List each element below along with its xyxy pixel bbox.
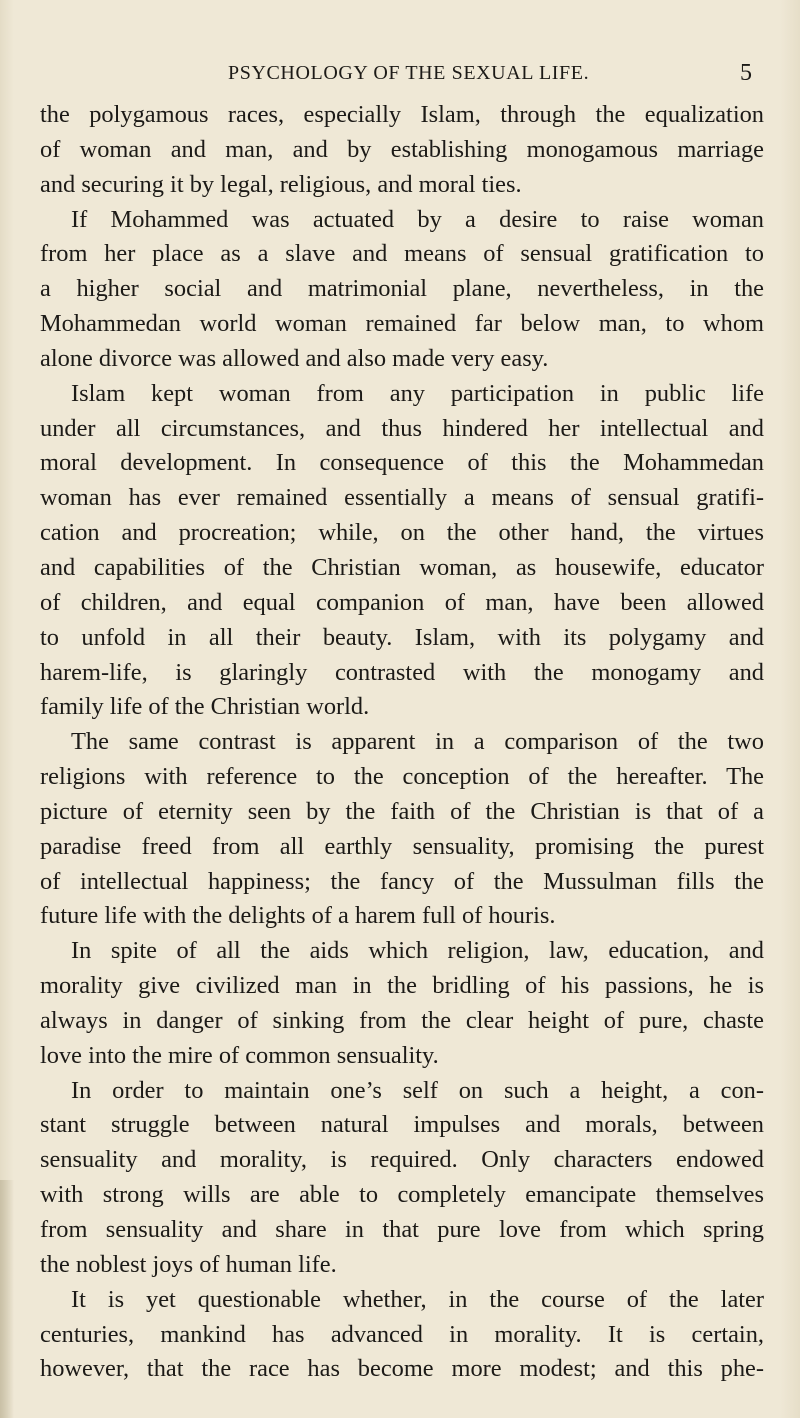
running-title: PSYCHOLOGY OF THE SEXUAL LIFE. [228,62,590,84]
text-line: from her place as a slave and means of sensual gratification to [40,240,764,268]
text-line: harem-life, is glaringly contrasted with the monogamy and [40,658,764,686]
text-line: cation and procreation; while, on the other hand, the virtues [40,519,764,547]
text-line: It is yet questionable whether, in the course of the later [71,1285,764,1313]
text-line: woman has ever remained essentially a means of sensual gratifi- [40,484,764,512]
text-line: sensuality and morality, is required. Only characters endowed [40,1146,764,1174]
text-line: a higher social and matrimonial plane, nevertheless, in the [40,275,764,303]
gutter-shadow [0,1180,14,1418]
text-line: Islam kept woman from any participation in public life [71,379,764,407]
text-line: always in danger of sinking from the clear height of pure, chaste [40,1006,764,1034]
text-line: and capabilities of the Christian woman, as housewife, educator [40,553,764,581]
text-line: religions with reference to the conception of the hereafter. The [40,763,764,791]
text-line: of woman and man, and by establishing monogamous marriage [40,135,764,163]
page-number: 5 [740,60,752,86]
text-line: If Mohammed was actuated by a desire to raise woman [71,205,764,233]
text-line: from sensuality and share in that pure love from which spring [40,1216,764,1243]
text-line: family life of the Christian world. [40,693,370,721]
text-line: however, that the race has become more modest; and this phe- [40,1355,764,1383]
text-line: the noblest joys of human life. [40,1250,337,1278]
body-text [40,98,764,1387]
text-line: The same contrast is apparent in a comparison of the two [71,728,764,756]
text-line: Mohammedan world woman remained far below man, to whom [40,310,764,338]
running-head [0,62,800,92]
text-line: alone divorce was allowed and also made very easy. [40,344,549,372]
text-line: paradise freed from all earthly sensuality, promising the purest [40,832,764,860]
text-line: In spite of all the aids which religion, law, education, and [71,937,764,965]
text-line: picture of eternity seen by the faith of the Christian is that of a [40,797,764,825]
text-line: stant struggle between natural impulses and morals, between [40,1111,764,1139]
text-line: the polygamous races, especially Islam, through the equalization [40,101,764,128]
text-line: love into the mire of common sensuality. [40,1041,439,1069]
text-line: future life with the delights of a harem full of houris. [40,902,556,930]
text-line: moral development. In consequence of this the Mohammedan [40,449,764,477]
text-line: with strong wills are able to completely emancipate themselves [40,1181,764,1209]
text-line: under all circumstances, and thus hindered her intellectual and [40,414,764,442]
text-line: to unfold in all their beauty. Islam, with its polygamy and [40,623,764,651]
text-line: of intellectual happiness; the fancy of the Mussulman fills the [40,867,764,895]
text-line: of children, and equal companion of man, have been allowed [40,588,764,616]
text-line: centuries, mankind has advanced in morality. It is certain, [40,1320,764,1348]
text-line: and securing it by legal, religious, and moral ties. [40,170,522,198]
text-line: morality give civilized man in the bridling of his passions, he is [40,972,764,1000]
text-line: In order to maintain one’s self on such a height, a con- [71,1076,764,1104]
